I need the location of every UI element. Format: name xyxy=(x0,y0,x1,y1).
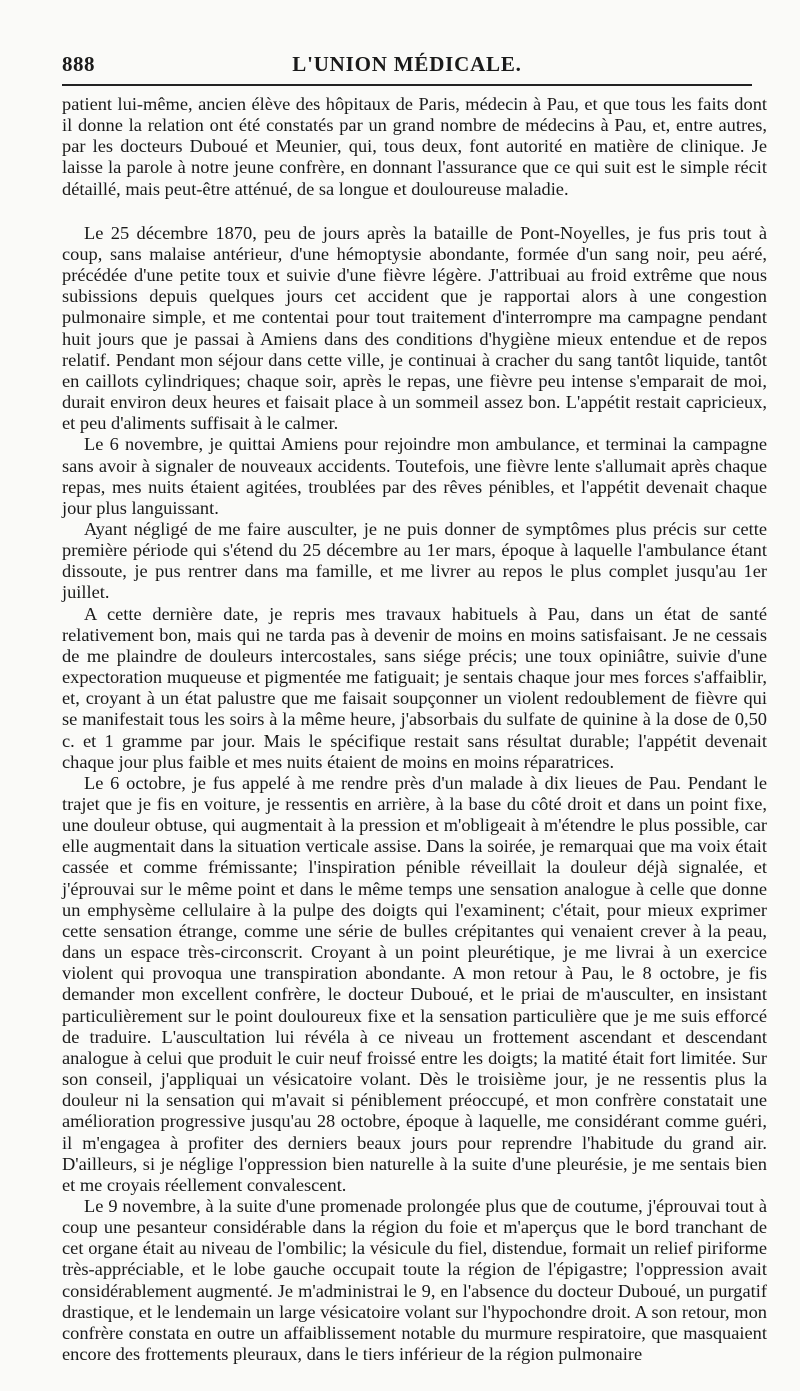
page-header xyxy=(62,50,752,82)
paragraph: A cette dernière date, je repris mes travaux habituels à Pau, dans un état de santé relativement bon, mais qui ne tarda pas à devenir de moins en moins satisfaisant. Je ne cessais de me plaindre de douleurs intercostales, sans siége précis; une toux opiniâtre, suivie d'une expectoration muqueuse et pigmentée me fatiguait; je sentais chaque jour mes forces s'affaiblir, et, croyant à un état palustre que me faisait soupçonner un violent redoublement de fièvre qui se manifestait tous les soirs à la même heure, j'absorbais du sulfate de quinine à la dose de 0,50 c. et 1 gramme par jour. Mais le spécifique restait sans résultat durable; l'appétit devenait chaque jour plus faible et mes nuits étaient de moins en moins réparatrices. xyxy=(62,603,767,772)
paragraph: Ayant négligé de me faire ausculter, je ne puis donner de symptômes plus précis sur cette première période qui s'étend du 25 décembre au 1er mars, époque à laquelle l'ambulance étant dissoute, je pus rentrer dans ma famille, et me livrer au repos le plus complet jusqu'au 1er juillet. xyxy=(62,518,767,603)
running-title: L'UNION MÉDICALE. xyxy=(292,52,522,76)
page-number: 888 xyxy=(62,52,95,76)
paragraph: Le 6 novembre, je quittai Amiens pour rejoindre mon ambulance, et terminai la campagne sans avoir à signaler de nouveaux accidents. Toutefois, une fièvre lente s'allumait après chaque repas, mes nuits étaient agitées, troublées par des rêves pénibles, et l'appétit devenait chaque jour plus languissant. xyxy=(62,434,767,518)
paragraph: Le 6 octobre, je fus appelé à me rendre près d'un malade à dix lieues de Pau. Pendant le trajet que je fis en voiture, je ressentis en arrière, à la base du côté droit et dans un point fixe, une douleur obtuse, qui augmentait à la pression et m'obligeait à m'étendre le plus possible, car elle augmentait dans la situation verticale assise. Dans la soirée, je remarquai que ma voix était cassée et comme frémissante; l'inspiration pénible réveillait la douleur déjà signalée, et j'éprouvai sur le même point et dans le même temps une sensation analogue à celle que donne un emphysème cellulaire à la pulpe des doigts qui l'examinent; c'était, pour mieux exprimer cette sensation étrange, comme une série de bulles crépitantes qui venaient crever à la peau, dans un espace très-circonscrit. Croyant à un point pleurétique, je me livrai à un exercice violent qui provoqua une transpiration abondante. A mon retour à Pau, le 8 octobre, je fis demander mon excellent confrère, le docteur Duboué, et le priai de m'ausculter, en insistant particulièrement sur le point douloureux fixe et la sensation particulière que je me suis efforcé de traduire. L'auscultation lui révéla à ce niveau un frottement ascendant et descendant analogue à celui que produit le cuir neuf froissé entre les doigts; la matité était fort limitée. Sur son conseil, j'appliquai un vésicatoire volant. Dès le troisième jour, je ne ressentis plus la douleur ni la sensation qui m'avait si péniblement préoccupé, et mon confrère constatait une amélioration progressive jusqu'au 28 octobre, époque à laquelle, me considérant comme guéri, il m'engagea à profiter des derniers beaux jours pour reprendre l'habitude du grand air. D'ailleurs, si je néglige l'oppression bien naturelle à la suite d'une pleurésie, je me sentais bien et me croyais réellement convalescent. xyxy=(62,772,767,1195)
paragraph: Le 9 novembre, à la suite d'une promenade prolongée plus que de coutume, j'éprouvai tout à coup une pesanteur considérable dans la région du foie et m'aperçus que le bord tranchant de cet organe était au niveau de l'ombilic; la vésicule du fiel, distendue, formait un relief piriforme très-appréciable, et le lobe gauche occupait toute la région de l'épigastre; l'oppression avait considérablement augmenté. Je m'administrai le 9, en l'absence du docteur Duboué, un purgatif drastique, et le lendemain un large vésicatoire volant sur l'hypochondre droit. A son retour, mon confrère constata en outre un affaiblissement notable du murmure respiratoire, que masquaient encore des frottements pleuraux, dans le tiers inférieur de la région pulmonaire xyxy=(62,1195,767,1365)
paragraph: patient lui-même, ancien élève des hôpitaux de Paris, médecin à Pau, et que tous les faits dont il donne la relation ont été constatés par un grand nombre de médecins à Pau, et, entre autres, par les docteurs Duboué et Meunier, qui, tous deux, font autorité en matière de clinique. Je laisse la parole à notre jeune confrère, en donnant l'assurance que ce qui suit est le simple récit détaillé, mais peut-être atténué, de sa longue et douloureuse maladie. xyxy=(62,94,767,199)
header-rule xyxy=(62,84,752,86)
paragraph: Le 25 décembre 1870, peu de jours après la bataille de Pont-Noyelles, je fus pris tout à coup, sans malaise antérieur, d'une hémoptysie abondante, formée d'un sang noir, peu aéré, précédée d'une petite toux et suivie d'une fièvre légère. J'attribuai au froid extrême que nous subissions depuis quelques jours cet accident que je rapportai alors à une congestion pulmonaire simple, et me contentai pour tout traitement d'interrompre ma campagne pendant huit jours que je passai à Amiens dans des conditions d'hygiène mieux entendue et de repos relatif. Pendant mon séjour dans cette ville, je continuai à cracher du sang tantôt liquide, tantôt en caillots cylindriques; chaque soir, après le repas, une fièvre peu intense s'emparait de moi, durait environ deux heures et faisait place à un sommeil assez bon. L'appétit restait capricieux, et peu d'aliments suffisait à le calmer. xyxy=(62,222,767,434)
body-text xyxy=(62,94,767,1365)
